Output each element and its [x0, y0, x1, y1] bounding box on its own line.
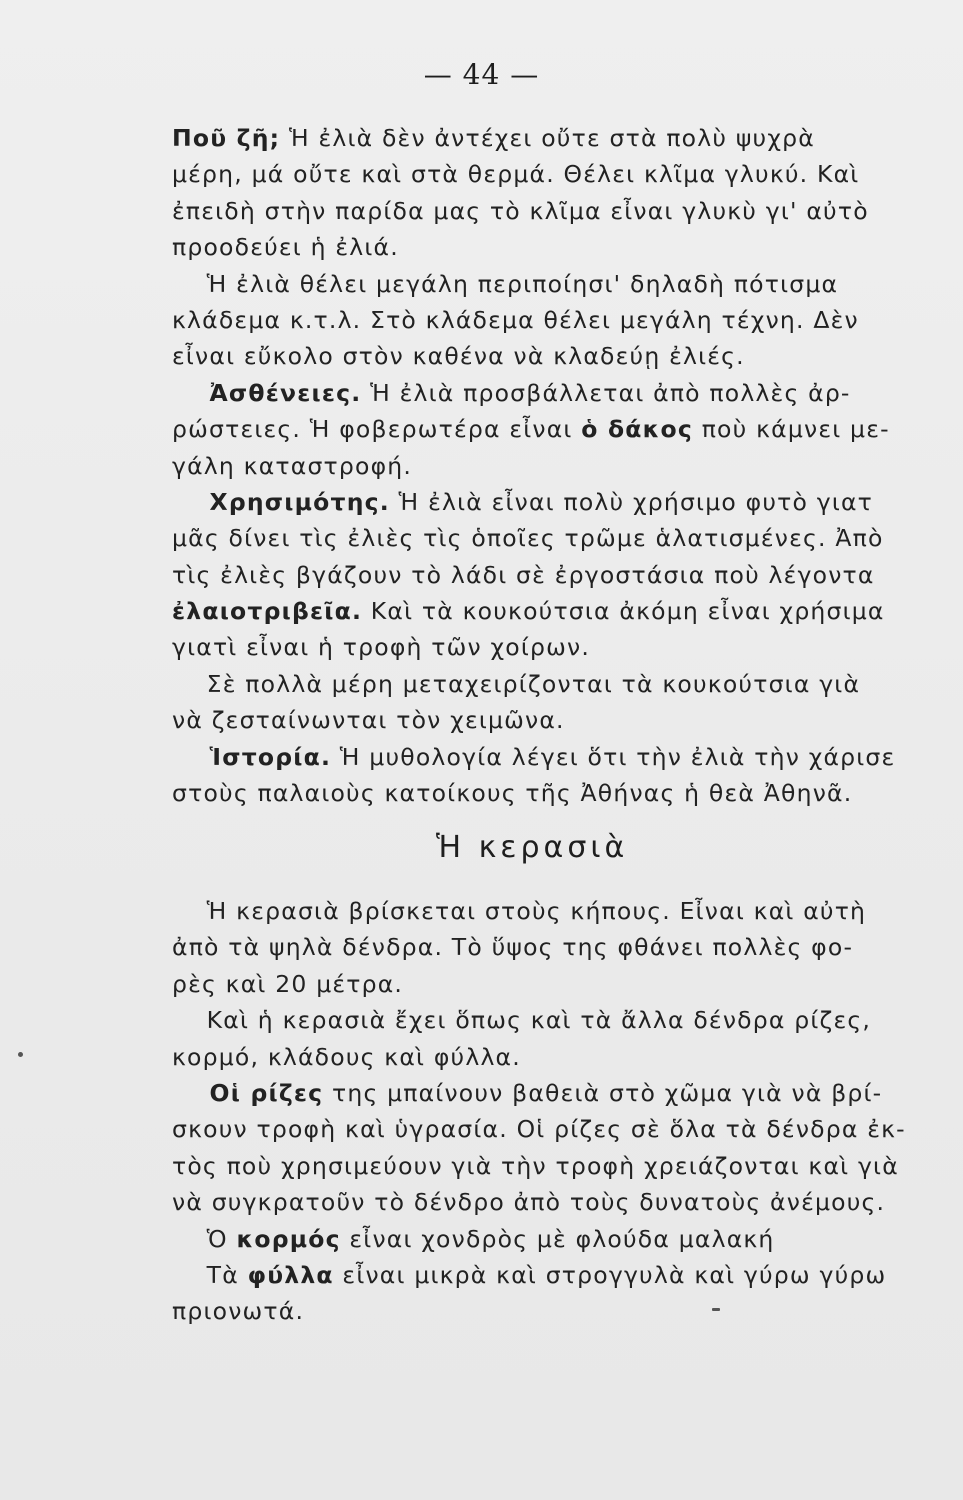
text-run: ποὺ κάμνει με- — [693, 415, 890, 444]
bold-term: Χρησιμότης. — [172, 487, 390, 516]
text-line — [172, 375, 932, 411]
text-line — [172, 1221, 932, 1257]
text-line — [172, 629, 932, 665]
text-line — [172, 1293, 932, 1329]
text-run: Ἡ ἐλιὰ θέλει μεγάλη περιποίησι' δηλαδὴ πότισμα — [172, 269, 839, 298]
text-run: σκουν τροφὴ καὶ ὑγρασία. Οἱ ρίζες σὲ ὅλα τὰ δένδρα ἐκ- — [172, 1115, 906, 1144]
bold-term: Ἀσθένειες. — [172, 378, 362, 407]
text-line — [172, 411, 932, 447]
text-line — [172, 1002, 932, 1038]
text-run: στοὺς παλαιοὺς κατοίκους τῆς Ἀθήνας ἡ θεὰ Ἀθηνᾶ. — [172, 779, 853, 808]
text-run: τὸς ποὺ χρησιμεύουν γιὰ τὴν τροφὴ χρειάζονται καὶ γιὰ — [172, 1151, 899, 1180]
text-line — [172, 484, 932, 520]
bold-term: Ποῦ ζῆ; — [172, 124, 281, 152]
text-run: γάλη καταστροφή. — [172, 451, 413, 480]
text-run: της μπαίνουν βαθειὰ στὸ χῶμα γιὰ νὰ βρί- — [323, 1078, 883, 1107]
text-line — [172, 1184, 932, 1220]
text-run: ἀπὸ τὰ ψηλὰ δένδρα. Τὸ ὕψος της φθάνει πολλὲς φο- — [172, 933, 854, 962]
olive-section-text — [172, 120, 932, 811]
text-line — [172, 739, 932, 775]
text-run: Ἡ ἐλιὰ εἶναι πολὺ χρήσιμο φυτὸ γιατ — [389, 487, 874, 516]
text-run: νὰ συγκρατοῦν τὸ δένδρο ἀπὸ τοὺς δυνατοὺς ἀνέμους. — [172, 1188, 886, 1217]
text-line — [172, 193, 932, 229]
text-run: ρώστειες. Ἡ φοβερωτέρα εἶναι — [172, 415, 582, 444]
text-line — [172, 448, 932, 484]
text-line — [172, 229, 932, 265]
text-line — [172, 266, 932, 302]
text-run: Ἡ μυθολογία λέγει ὅτι τὴν ἐλιὰ τὴν χάρισε — [331, 742, 896, 771]
text-run: Τὰ — [172, 1260, 248, 1289]
cherry-section-text — [172, 893, 932, 1330]
text-line — [172, 1039, 932, 1075]
text-run: κλάδεμα κ.τ.λ. Στὸ κλάδεμα θέλει μεγάλη τέχνη. Δὲν — [172, 305, 859, 334]
scan-speck — [18, 1052, 23, 1057]
text-line — [172, 1111, 932, 1147]
bold-term: ἐλαιοτριβεῖα. — [172, 597, 363, 626]
text-run: μέρη, μά οὔτε καὶ στὰ θερμά. Θέλει κλῖμα γλυκύ. Καὶ — [172, 160, 860, 189]
text-run: Ἡ ἐλιὰ προσβάλλεται ἀπὸ πολλὲς ἀρ- — [361, 378, 851, 407]
text-run: Καὶ ἡ κερασιὰ ἔχει ὅπως καὶ τὰ ἄλλα δένδρα ρίζες, — [172, 1006, 872, 1035]
text-run: Καὶ τὰ κουκούτσια ἀκόμη εἶναι χρήσιμα — [362, 597, 885, 626]
text-run: ρὲς καὶ 20 μέτρα. — [172, 969, 404, 998]
text-line — [172, 966, 932, 1002]
text-run: πριονωτά. — [172, 1297, 305, 1326]
text-run: εἶναι μικρὰ καὶ στρογγυλὰ καὶ γύρω γύρω — [333, 1260, 887, 1289]
text-run: Ὁ — [172, 1224, 237, 1253]
text-run: εἶναι χονδρὸς μὲ φλούδα μαλακή — [340, 1224, 775, 1253]
scan-speck — [712, 1308, 720, 1311]
text-line — [172, 1148, 932, 1184]
text-run: γιατὶ εἶναι ἡ τροφὴ τῶν χοίρων. — [172, 633, 591, 662]
bold-term: κορμός — [236, 1224, 341, 1253]
text-line — [172, 1257, 932, 1293]
bold-term: φύλλα — [247, 1260, 334, 1289]
text-line — [172, 702, 932, 738]
text-run: μᾶς δίνει τὶς ἐλιὲς τὶς ὁποῖες τρῶμε ἁλατισμένες. Ἀπὸ — [172, 524, 884, 553]
text-line — [172, 1075, 932, 1111]
text-line — [172, 775, 932, 811]
section-heading-cherry: Ἡ κερασιὰ — [436, 830, 629, 865]
text-line — [172, 156, 932, 192]
text-run: εἶναι εὔκολο στὸν καθένα νὰ κλαδεύῃ ἐλιές. — [172, 342, 745, 371]
text-line — [172, 520, 932, 556]
text-line — [172, 302, 932, 338]
text-line — [172, 593, 932, 629]
bold-term: Οἱ ρίζες — [172, 1078, 324, 1107]
text-run: κορμό, κλάδους καὶ φύλλα. — [172, 1042, 521, 1071]
text-line — [172, 557, 932, 593]
text-run: προοδεύει ἡ ἐλιά. — [172, 233, 399, 262]
text-run: Σὲ πολλὰ μέρη μεταχειρίζονται τὰ κουκούτσια γιὰ — [172, 669, 861, 698]
text-run: Ἡ κερασιὰ βρίσκεται στοὺς κήπους. Εἶναι καὶ αὐτὴ — [172, 897, 867, 925]
text-run: ἐπειδὴ στὴν παρίδα μας τὸ κλῖμα εἶναι γλυκὺ γι' αὐτὸ — [172, 196, 869, 225]
text-run: Ἡ ἐλιὰ δὲν ἀντέχει οὔτε στὰ πολὺ ψυχρὰ — [280, 124, 815, 152]
text-run: νὰ ζεσταίνωνται τὸν χειμῶνα. — [172, 706, 565, 735]
text-line — [172, 929, 932, 965]
text-line — [172, 120, 932, 156]
text-line — [172, 338, 932, 374]
text-line — [172, 893, 932, 929]
page-number: — 44 — — [423, 58, 540, 91]
text-run: τὶς ἐλιὲς βγάζουν τὸ λάδι σὲ ἐργοστάσια ποὺ λέγοντα — [172, 560, 875, 589]
bold-term: ὁ δάκος — [581, 415, 694, 444]
bold-term: Ἱστορία. — [172, 742, 332, 771]
text-line — [172, 666, 932, 702]
